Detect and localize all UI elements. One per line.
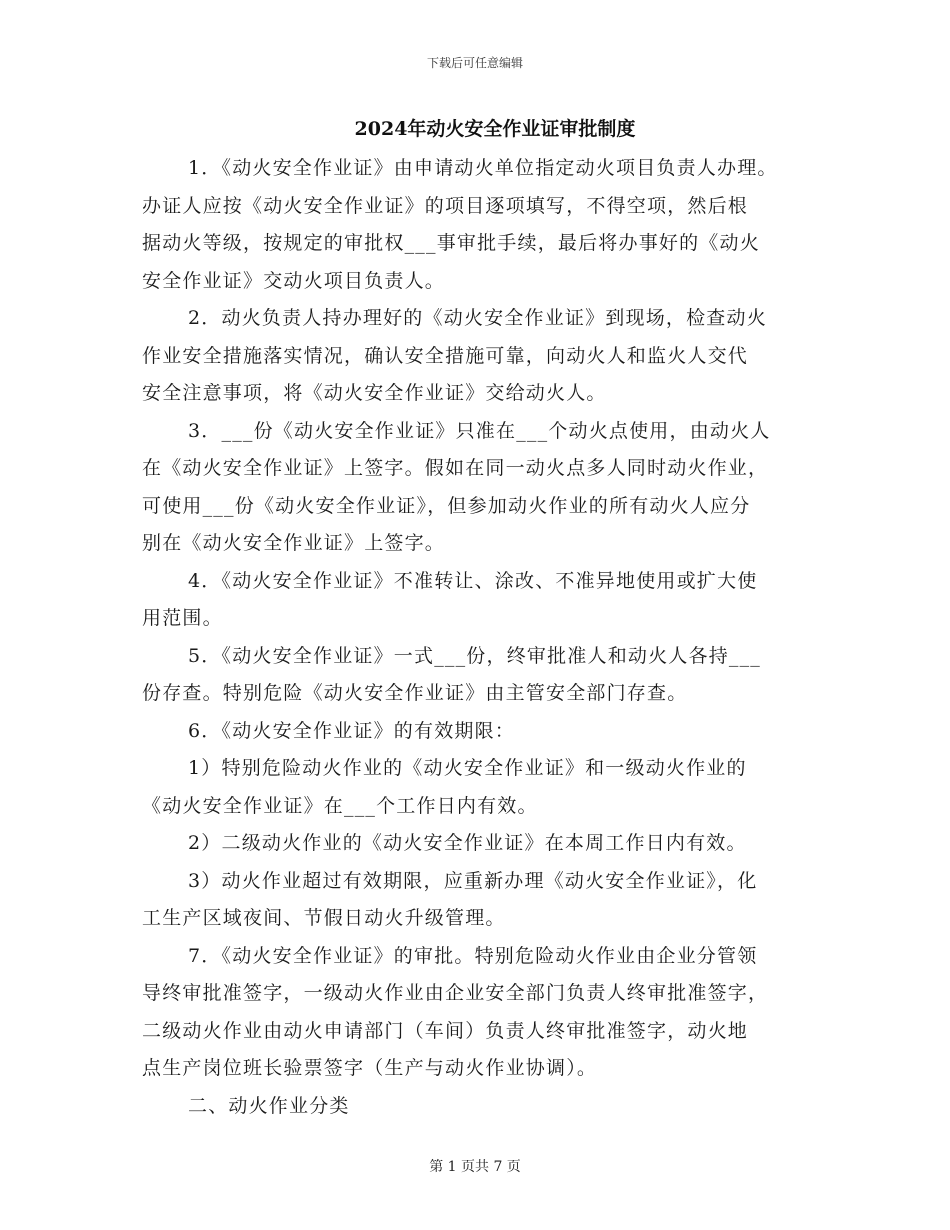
paragraph-line: 可使用___份《动火安全作业证》，但参加动火作业的所有动火人应分 bbox=[142, 494, 751, 517]
document-title: 2024年动火安全作业证审批制度 bbox=[354, 118, 636, 140]
paragraph-line: 别在《动火安全作业证》上签字。 bbox=[142, 532, 446, 554]
paragraph-line: 份存查。特别危险《动火安全作业证》由主管安全部门存查。 bbox=[142, 682, 688, 704]
paragraph bbox=[142, 1088, 822, 1126]
paragraph-line: 7．《动火安全作业证》的审批。特别危险动火作业由企业分管领 bbox=[188, 944, 758, 967]
paragraph-line: 安全作业证》交动火项目负责人。 bbox=[142, 269, 446, 292]
paragraph-line: 3．___份《动火安全作业证》只准在___个动火点使用，由动火人 bbox=[188, 419, 771, 442]
paragraph-line: 二、动火作业分类 bbox=[188, 1094, 350, 1117]
paragraph bbox=[142, 563, 822, 638]
paragraph-line: 安全注意事项，将《动火安全作业证》交给动火人。 bbox=[142, 382, 607, 404]
paragraph-line: 1）特别危险动火作业的《动火安全作业证》和一级动火作业的 bbox=[188, 757, 747, 779]
page-number: 第 1 页共 7 页 bbox=[429, 1159, 521, 1175]
paragraph-line: 5．《动火安全作业证》一式___份，终审批准人和动火人各持___ bbox=[188, 644, 761, 667]
paragraph bbox=[142, 713, 822, 751]
paragraph-line: 在《动火安全作业证》上签字。假如在同一动火点多人同时动火作业， bbox=[142, 457, 769, 479]
paragraph-line: 据动火等级，按规定的审批权___事审批手续，最后将办事好的《动火 bbox=[142, 232, 760, 254]
paragraph bbox=[142, 863, 822, 938]
paragraph-line: 2）二级动火作业的《动火安全作业证》在本周工作日内有效。 bbox=[188, 832, 747, 854]
paragraph-line: 用范围。 bbox=[142, 607, 223, 629]
paragraph-line: 导终审批准签字，一级动火作业由企业安全部门负责人终审批准签字， bbox=[142, 982, 769, 1004]
paragraph bbox=[142, 413, 822, 563]
document-body bbox=[142, 150, 822, 1125]
paragraph-line: 6．《动火安全作业证》的有效期限： bbox=[188, 719, 515, 742]
paragraph-line: 3）动火作业超过有效期限，应重新办理《动火安全作业证》，化 bbox=[188, 869, 758, 892]
paragraph-line: 4．《动火安全作业证》不准转让、涂改、不准异地使用或扩大使 bbox=[188, 569, 758, 592]
header-note: 下载后可任意编辑 bbox=[426, 56, 523, 70]
paragraph-line: 工生产区域夜间、节假日动火升级管理。 bbox=[142, 907, 506, 929]
paragraph bbox=[142, 750, 822, 825]
paragraph bbox=[142, 638, 822, 713]
paragraph-line: 2．动火负责人持办理好的《动火安全作业证》到现场，检查动火 bbox=[188, 307, 767, 329]
paragraph bbox=[142, 938, 822, 1088]
paragraph-line: 二级动火作业由动火申请部门（车间）负责人终审批准签字，动火地 bbox=[142, 1019, 749, 1042]
paragraph bbox=[142, 825, 822, 863]
paragraph bbox=[142, 150, 822, 300]
paragraph bbox=[142, 300, 822, 413]
paragraph-line: 点生产岗位班长验票签字（生产与动火作业协调）。 bbox=[142, 1057, 598, 1079]
paragraph-line: 《动火安全作业证》在___个工作日内有效。 bbox=[142, 794, 538, 817]
paragraph-line: 作业安全措施落实情况，确认安全措施可靠，向动火人和监火人交代 bbox=[142, 344, 749, 367]
paragraph-line: 办证人应按《动火安全作业证》的项目逐项填写，不得空项，然后根 bbox=[142, 194, 749, 217]
paragraph-line: 1．《动火安全作业证》由申请动火单位指定动火项目负责人办理。 bbox=[188, 157, 778, 179]
